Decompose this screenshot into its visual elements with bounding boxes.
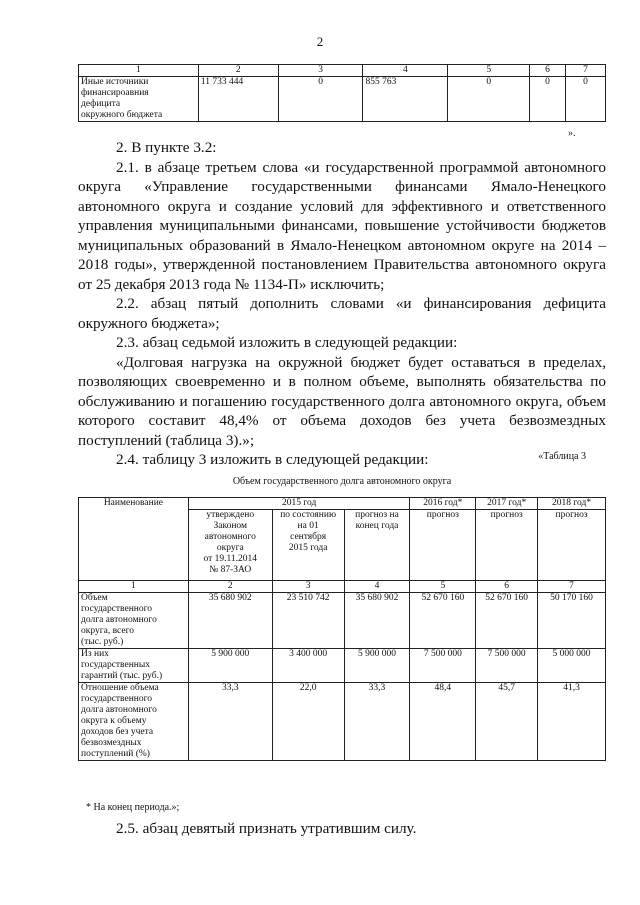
subheader-line: на 01 <box>297 521 319 531</box>
row-name-line: безвозмездных <box>81 738 142 748</box>
row-name-cell <box>79 593 189 649</box>
table-cell: 0 <box>448 77 530 122</box>
row-name-line: государственного <box>81 604 153 614</box>
table-cell: 0 <box>278 77 363 122</box>
subheader-approved-cell <box>188 510 272 581</box>
table-header-cell: 1 <box>79 65 199 77</box>
row-name-line: округа к объему <box>81 716 147 726</box>
table-cell: 7 500 000 <box>410 649 476 683</box>
column-number-cell: 2 <box>188 581 272 593</box>
table-cell: 23 510 742 <box>272 593 344 649</box>
table-row <box>79 593 606 649</box>
row-name-line: окружного бюджета <box>81 110 163 120</box>
table-cell: 41,3 <box>538 683 606 761</box>
table-cell: 5 900 000 <box>188 649 272 683</box>
column-number-cell: 6 <box>476 581 538 593</box>
subheader-line: сентября <box>290 532 327 542</box>
subheader-line: автономного <box>204 532 256 542</box>
paragraph: 2.3. абзац седьмой изложить в следующей редакции: <box>116 334 458 351</box>
paragraph: 2.2. абзац пятый дополнить словами «и финансирования дефицита окружного бюджета»; <box>78 295 606 332</box>
table-cell: 45,7 <box>476 683 538 761</box>
header-2015-cell: 2015 год <box>188 498 410 510</box>
table-cell: 48,4 <box>410 683 476 761</box>
table-cell: 50 170 160 <box>538 593 606 649</box>
row-name-line: государственного <box>81 694 153 704</box>
row-name-line: долга автономного <box>81 705 157 715</box>
row-name-line: Объем <box>81 593 108 603</box>
row-name-cell <box>79 649 189 683</box>
row-name-line: Из них <box>81 649 109 659</box>
table-header-row <box>79 498 606 510</box>
subheader-line: прогноз на <box>355 510 399 520</box>
paragraph: 2.1. в абзаце третьем слова «и государственной программой автономного округа «Управление государственными финансами Ямало-Ненецкого автономного округа и создание условий для эффективного и ответственного управления муниципальными финансами, повышение устойчивости бюджетов муниципальных образований в Ямало-Ненецком автономном округе на 2014 – 2018 годы», утвержденной постановлением Правительства автономного округа от 25 декабря 2013 года № 1134-П» исключить; <box>78 158 606 293</box>
table-cell: 855 763 <box>363 77 448 122</box>
table-cell: 7 500 000 <box>476 649 538 683</box>
row-name-line: поступлений (%) <box>81 749 150 759</box>
row-name-line: доходов без учета <box>81 727 154 737</box>
table-header-cell: 2 <box>198 65 278 77</box>
table-header-cell: 5 <box>448 65 530 77</box>
column-number-cell: 5 <box>410 581 476 593</box>
subheader-forecast-end-cell <box>344 510 410 581</box>
subheader-line: утверждено <box>206 510 255 520</box>
table-cell: 5 000 000 <box>538 649 606 683</box>
table-row <box>79 649 606 683</box>
column-number-cell: 7 <box>538 581 606 593</box>
table-cell: 0 <box>530 77 566 122</box>
table-cell: 0 <box>566 77 606 122</box>
subheader-state-cell <box>272 510 344 581</box>
table-cell: 11 733 444 <box>198 77 278 122</box>
table-closing-mark: ». <box>568 128 576 139</box>
subheader-line: № 87-ЗАО <box>209 565 252 575</box>
row-name-line: округа, всего <box>81 626 134 636</box>
body-text <box>78 138 606 470</box>
table-row <box>79 77 606 122</box>
table-cell: 35 680 902 <box>344 593 410 649</box>
table-cell: 3 400 000 <box>272 649 344 683</box>
row-name-line: государственных <box>81 660 151 670</box>
paragraph: «Долговая нагрузка на окружной бюджет будет оставаться в пределах, позволяющих своевременно и в полном объеме, выполнять обязательства по обслуживанию и погашению государственного долга автономного округа, объем которого составит 48,4% от объема доходов без учета безвозмездных поступлений (таблица 3).»; <box>78 353 606 449</box>
row-name-line: гарантий (тыс. руб.) <box>81 671 163 681</box>
page-number: 2 <box>316 34 324 49</box>
row-name-cell <box>79 77 199 122</box>
header-2016-cell: 2016 год* <box>410 498 476 510</box>
row-name-line: долга автономного <box>81 615 157 625</box>
table-cell: 22,0 <box>272 683 344 761</box>
footnote: * На конец периода.»; <box>86 802 180 813</box>
table-cell: 33,3 <box>344 683 410 761</box>
paragraph: 2.5. абзац девятый признать утратившим силу. <box>116 820 417 837</box>
header-2018-cell: 2018 год* <box>538 498 606 510</box>
table-cell: 5 900 000 <box>344 649 410 683</box>
body-text-final <box>78 819 606 839</box>
table-cell: 33,3 <box>188 683 272 761</box>
subheader-line: 2015 года <box>288 543 328 553</box>
table-header-cell: 3 <box>278 65 363 77</box>
table-sources-continuation <box>78 64 606 122</box>
row-name-line: Иные источники <box>81 77 149 87</box>
row-name-line: Отношение объема <box>81 683 159 693</box>
column-number-cell: 3 <box>272 581 344 593</box>
table-header-cell: 6 <box>530 65 566 77</box>
table-header-cell: 7 <box>566 65 606 77</box>
row-name-cell <box>79 683 189 761</box>
table-state-debt <box>78 497 606 761</box>
table-header-row <box>79 65 606 77</box>
table-cell: 35 680 902 <box>188 593 272 649</box>
subheader-forecast-cell: прогноз <box>476 510 538 581</box>
header-name-cell: Наименование <box>79 498 189 581</box>
paragraph: 2. В пункте 3.2: <box>116 139 217 156</box>
table-number-row <box>79 581 606 593</box>
subheader-line: конец года <box>355 521 399 531</box>
table-cell: 52 670 160 <box>476 593 538 649</box>
row-name-line: (тыс. руб.) <box>81 637 124 647</box>
header-2017-cell: 2017 год* <box>476 498 538 510</box>
column-number-cell: 1 <box>79 581 189 593</box>
paragraph: 2.4. таблицу 3 изложить в следующей редакции: <box>116 451 429 468</box>
subheader-forecast-cell: прогноз <box>538 510 606 581</box>
subheader-line: от 19.11.2014 <box>203 554 258 564</box>
subheader-line: по состоянию <box>280 510 337 520</box>
column-number-cell: 4 <box>344 581 410 593</box>
table-cell: 52 670 160 <box>410 593 476 649</box>
subheader-forecast-cell: прогноз <box>410 510 476 581</box>
subheader-line: округа <box>216 543 244 553</box>
row-name-line: финансироавния <box>81 88 149 98</box>
table-row <box>79 683 606 761</box>
table-caption: «Таблица 3 <box>538 451 586 462</box>
table-title: Объем государственного долга автономного округа <box>232 476 452 487</box>
row-name-line: дефицита <box>81 99 121 109</box>
table-header-cell: 4 <box>363 65 448 77</box>
subheader-line: Законом <box>213 521 248 531</box>
